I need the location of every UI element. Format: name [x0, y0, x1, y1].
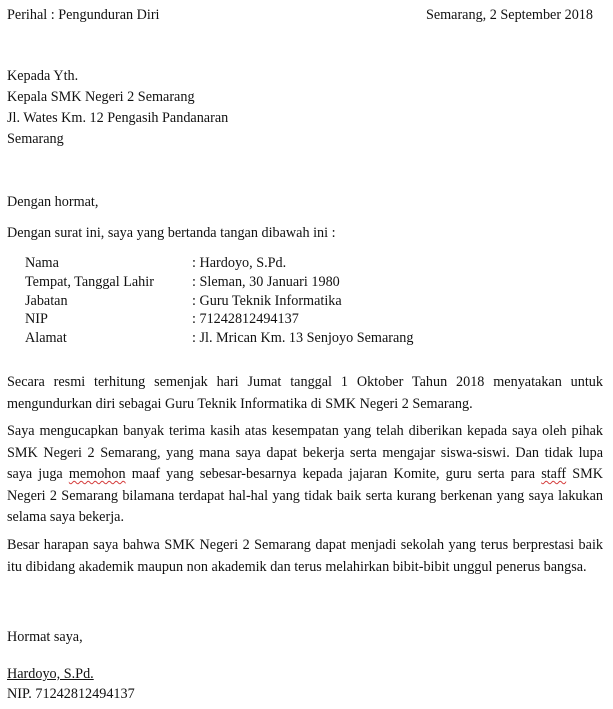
spellcheck-word-staff: staff [541, 466, 567, 482]
recipient-line-1: Kepada Yth. [7, 68, 79, 84]
identity-value-nama: : Hardoyo, S.Pd. [192, 255, 287, 271]
signatory-nip: NIP. 71242812494137 [7, 686, 135, 702]
paragraph-thanks [7, 421, 603, 529]
greeting: Dengan hormat, [7, 194, 99, 210]
paragraph-hope: Besar harapan saya bahwa SMK Negeri 2 Semarang dapat menjadi sekolah yang terus berprestasi baik itu dibidang akademik maupun non akademik dan terus melahirkan bibit-bibit unggul penerus bangsa. [7, 537, 603, 575]
signatory-name: Hardoyo, S.Pd. [7, 666, 94, 682]
identity-label-jabatan: Jabatan [25, 293, 68, 309]
paragraph-thanks-part-3: SMK Negeri 2 Semarang bilamana terdapat hal-hal yang tidak baik serta kurang berkenan yang saya lakukan selama saya bekerja. [7, 466, 603, 525]
paragraph-thanks-part-1: Saya mengucapkan banyak terima kasih atas kesempatan yang telah diberikan kepada saya oleh pihak SMK Negeri 2 Semarang, yang mana saya dapat bekerja serta mengajar siswa-siswi. Dan tidak lupa saya juga [7, 423, 603, 482]
closing-salutation: Hormat saya, [7, 629, 83, 645]
recipient-line-4: Semarang [7, 131, 64, 147]
identity-value-alamat: : Jl. Mrican Km. 13 Senjoyo Semarang [192, 330, 414, 346]
identity-value-nip: : 71242812494137 [192, 311, 299, 327]
recipient-line-3: Jl. Wates Km. 12 Pengasih Pandanaran [7, 110, 229, 126]
place-date: Semarang, 2 September 2018 [425, 7, 593, 23]
identity-value-ttl: : Sleman, 30 Januari 1980 [192, 274, 340, 290]
identity-label-alamat: Alamat [25, 330, 67, 346]
spellcheck-word-memohon: memohon [68, 466, 126, 482]
paragraph-resignation: Secara resmi terhitung semenjak hari Jumat tanggal 1 Oktober Tahun 2018 menyatakan untuk mengundurkan diri sebagai Guru Teknik Informatika di SMK Negeri 2 Semarang. [7, 374, 603, 412]
recipient-line-2: Kepala SMK Negeri 2 Semarang [7, 89, 195, 105]
identity-value-jabatan: : Guru Teknik Informatika [192, 293, 342, 309]
paragraph-thanks-part-2: maaf yang sebesar-besarnya kepada jajaran Komite, guru serta para [125, 466, 542, 482]
identity-label-ttl: Tempat, Tanggal Lahir [25, 274, 154, 290]
identity-label-nama: Nama [25, 255, 59, 271]
intro-text: Dengan surat ini, saya yang bertanda tangan dibawah ini : [7, 225, 336, 241]
identity-label-nip: NIP [25, 311, 48, 327]
subject-line: Perihal : Pengunduran Diri [7, 7, 160, 23]
